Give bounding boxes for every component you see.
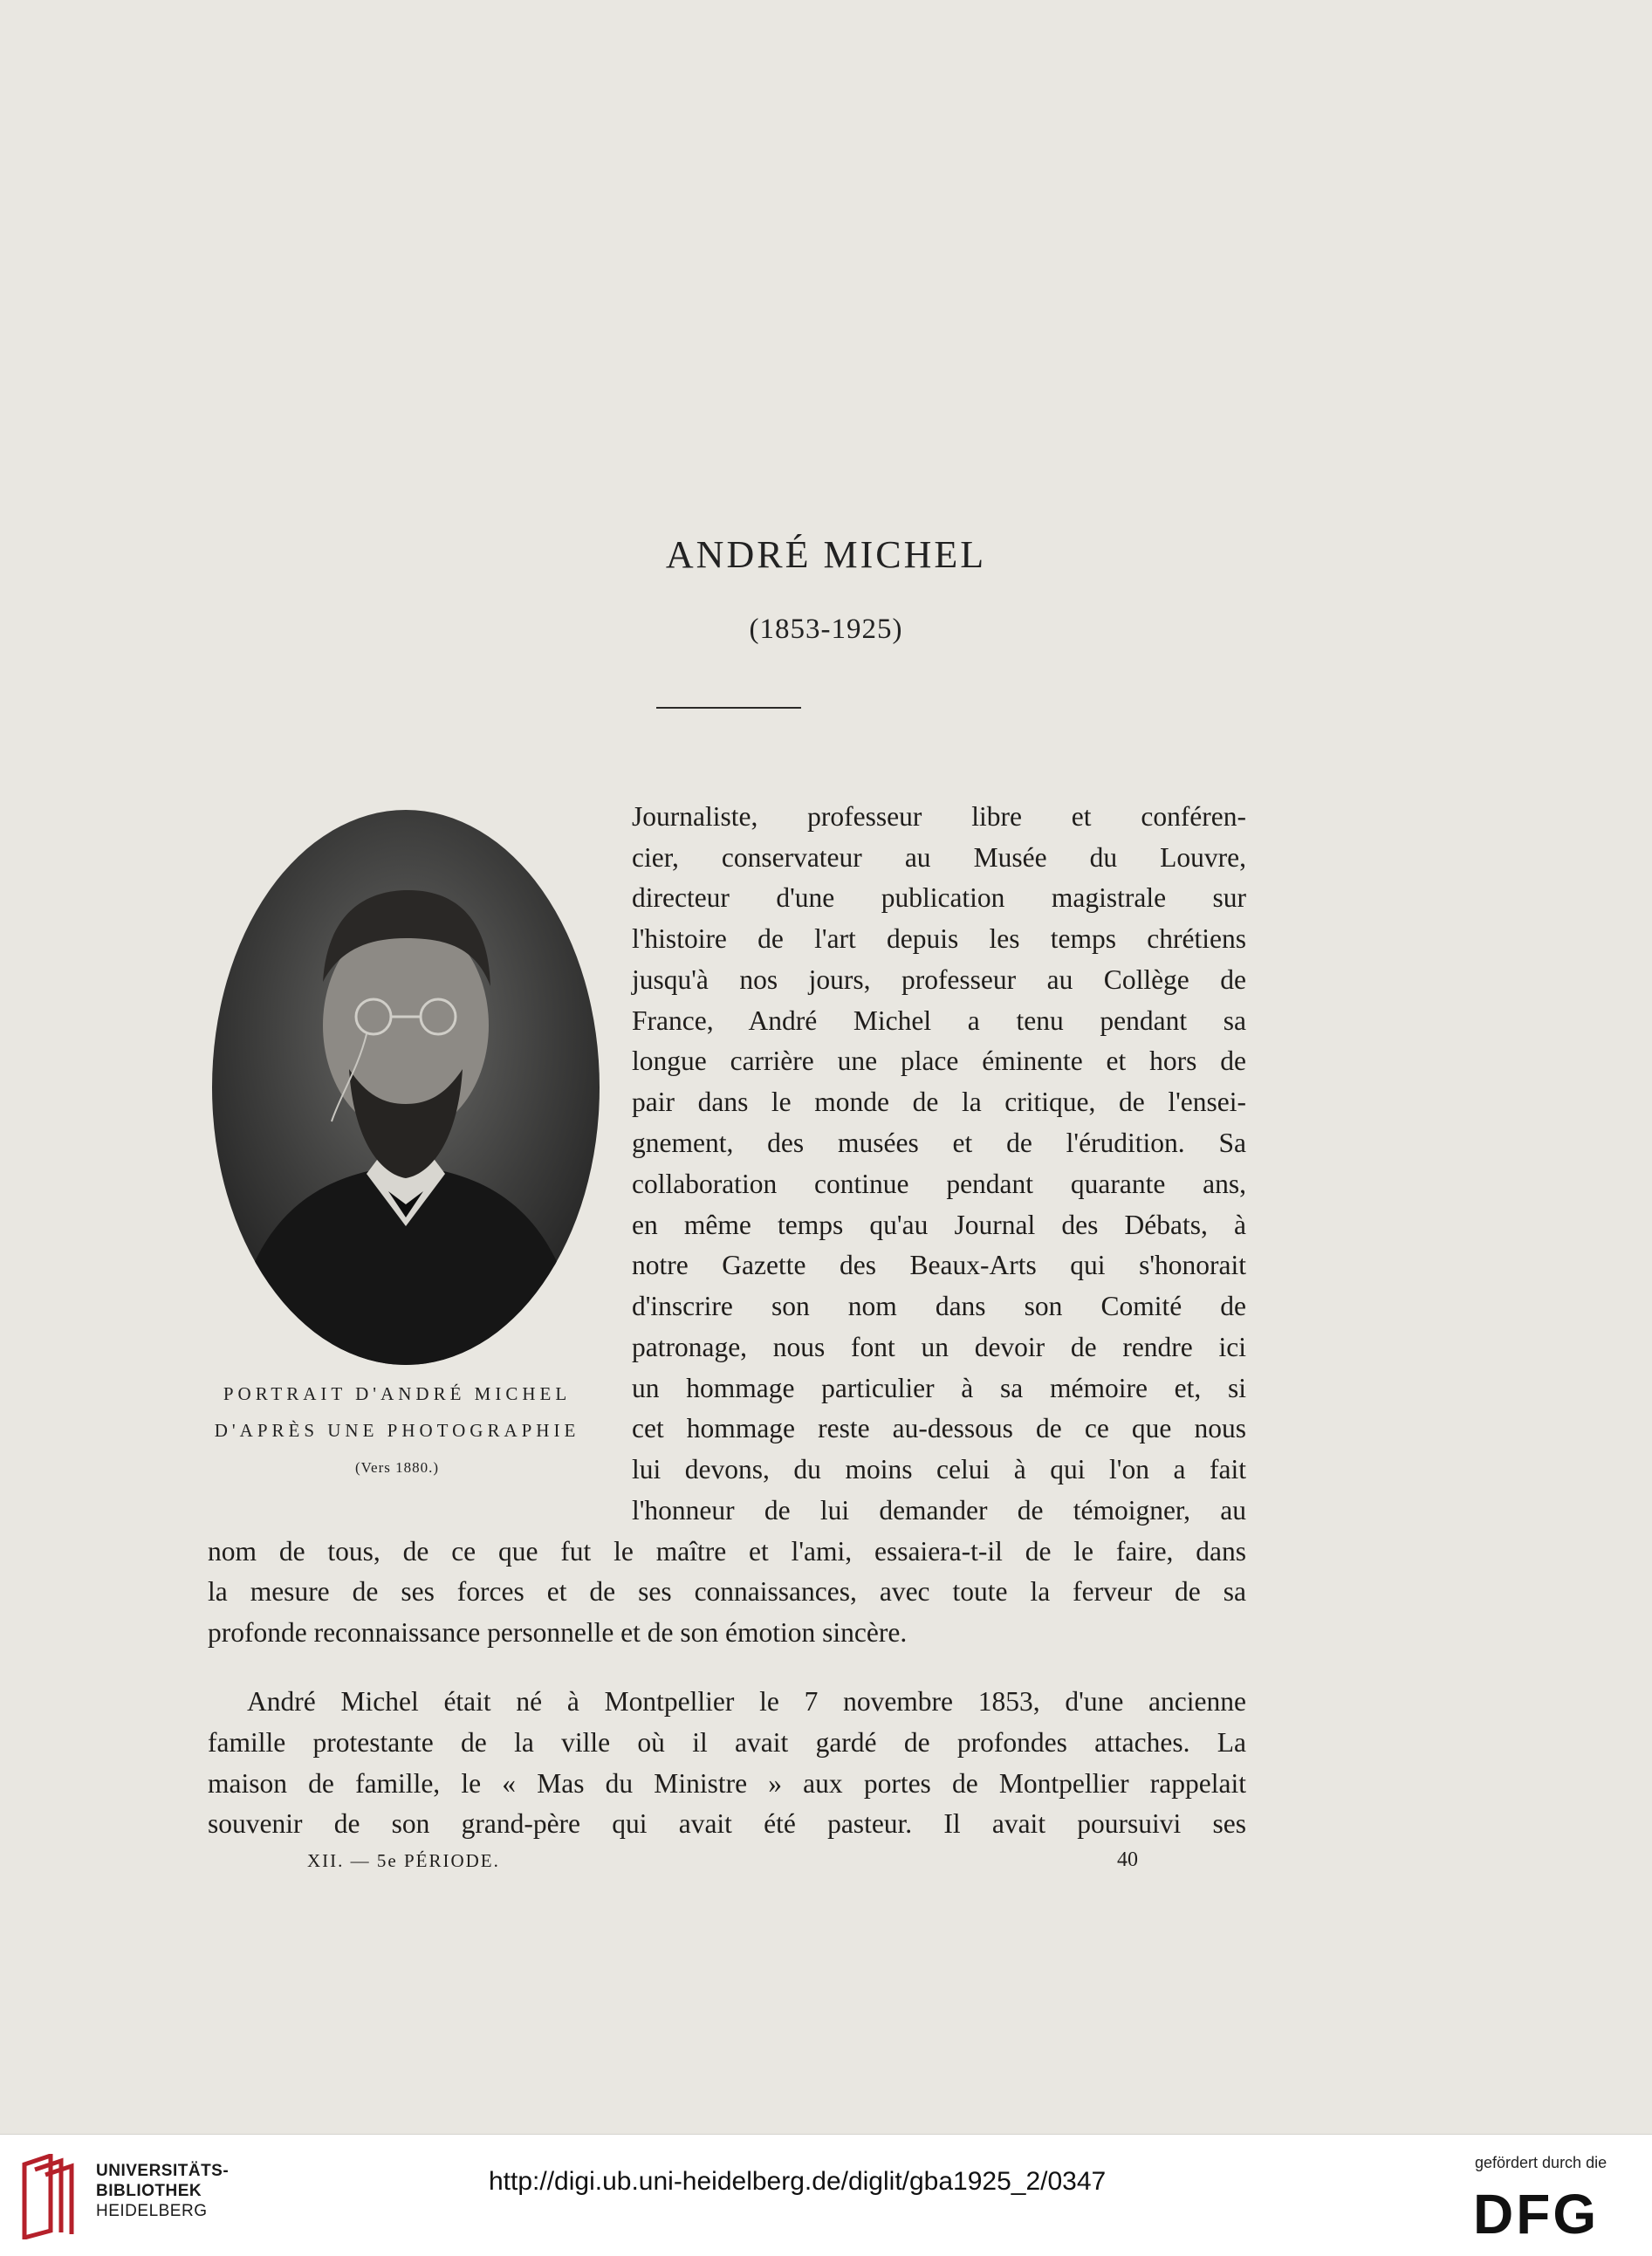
body-line: profonde reconnaissance personnelle et de son émotion sincère.	[208, 1617, 908, 1648]
body-line: lui devons, du moins celui à qui l'on a fait	[632, 1454, 1246, 1485]
body-line: l'histoire de l'art depuis les temps chrétiens	[632, 923, 1246, 954]
page-dates: (1853-1925)	[749, 614, 903, 645]
body-line: souvenir de son grand-père qui avait été pasteur. Il avait poursuivi ses	[208, 1808, 1246, 1839]
portrait-photograph	[209, 807, 602, 1368]
body-line: longue carrière une place éminente et hors de	[632, 1046, 1246, 1076]
body-line: France, André Michel a tenu pendant sa	[632, 1005, 1246, 1036]
body-line: la mesure de ses forces et de ses connaissances, avec toute la ferveur de sa	[208, 1576, 1246, 1607]
portrait-caption-line2: D'APRÈS UNE PHOTOGRAPHIE	[214, 1420, 580, 1441]
body-line: maison de famille, le « Mas du Ministre » aux portes de Montpellier rappelait	[208, 1768, 1246, 1799]
library-name-line2: BIBLIOTHEK	[96, 2182, 202, 2200]
library-logo-icon	[16, 2154, 79, 2239]
body-line: l'honneur de lui demander de témoigner, au	[632, 1495, 1246, 1526]
body-line: patronage, nous font un devoir de rendre ici	[632, 1332, 1246, 1362]
body-line: cier, conservateur au Musée du Louvre,	[632, 842, 1246, 873]
body-line: d'inscrire son nom dans son Comité de	[632, 1291, 1246, 1321]
body-line: jusqu'à nos jours, professeur au Collège de	[632, 964, 1246, 995]
portrait-caption-line1: PORTRAIT D'ANDRÉ MICHEL	[223, 1383, 572, 1404]
body-line: Journaliste, professeur libre et conféren-	[632, 801, 1246, 832]
body-line: directeur d'une publication magistrale sur	[632, 882, 1246, 913]
body-line: gnement, des musées et de l'érudition. Sa	[632, 1128, 1246, 1158]
body-line: famille protestante de la ville où il avait gardé de profondes attaches. La	[208, 1727, 1246, 1758]
body-line: pair dans le monde de la critique, de l'ensei-	[632, 1087, 1246, 1117]
library-name-line1: UNIVERSITÄTS-	[96, 2162, 230, 2180]
body-line: collaboration continue pendant quarante ans,	[632, 1169, 1246, 1199]
funding-note: gefördert durch die	[1475, 2154, 1607, 2171]
permalink-url[interactable]: http://digi.ub.uni-heidelberg.de/diglit/gba1925_2/0347	[489, 2167, 1107, 2196]
portrait-caption-date: (Vers 1880.)	[354, 1459, 440, 1476]
library-name-line3: HEIDELBERG	[96, 2202, 208, 2220]
body-line: un hommage particulier à sa mémoire et, si	[632, 1373, 1246, 1403]
page-number: 40	[1117, 1848, 1138, 1871]
dfg-logo: DFG	[1473, 2183, 1600, 2246]
title-divider	[656, 707, 801, 709]
folio-signature: XII. — 5e PÉRIODE.	[307, 1850, 500, 1871]
body-line: André Michel était né à Montpellier le 7 novembre 1853, d'une ancienne	[247, 1686, 1246, 1717]
body-line: notre Gazette des Beaux-Arts qui s'honorait	[632, 1250, 1246, 1280]
body-line: en même temps qu'au Journal des Débats, à	[632, 1210, 1246, 1240]
page-title: ANDRÉ MICHEL	[665, 533, 987, 576]
body-line: nom de tous, de ce que fut le maître et l'ami, essaiera-t-il de le faire, dans	[208, 1536, 1246, 1567]
body-line: cet hommage reste au-dessous de ce que nous	[632, 1413, 1246, 1443]
